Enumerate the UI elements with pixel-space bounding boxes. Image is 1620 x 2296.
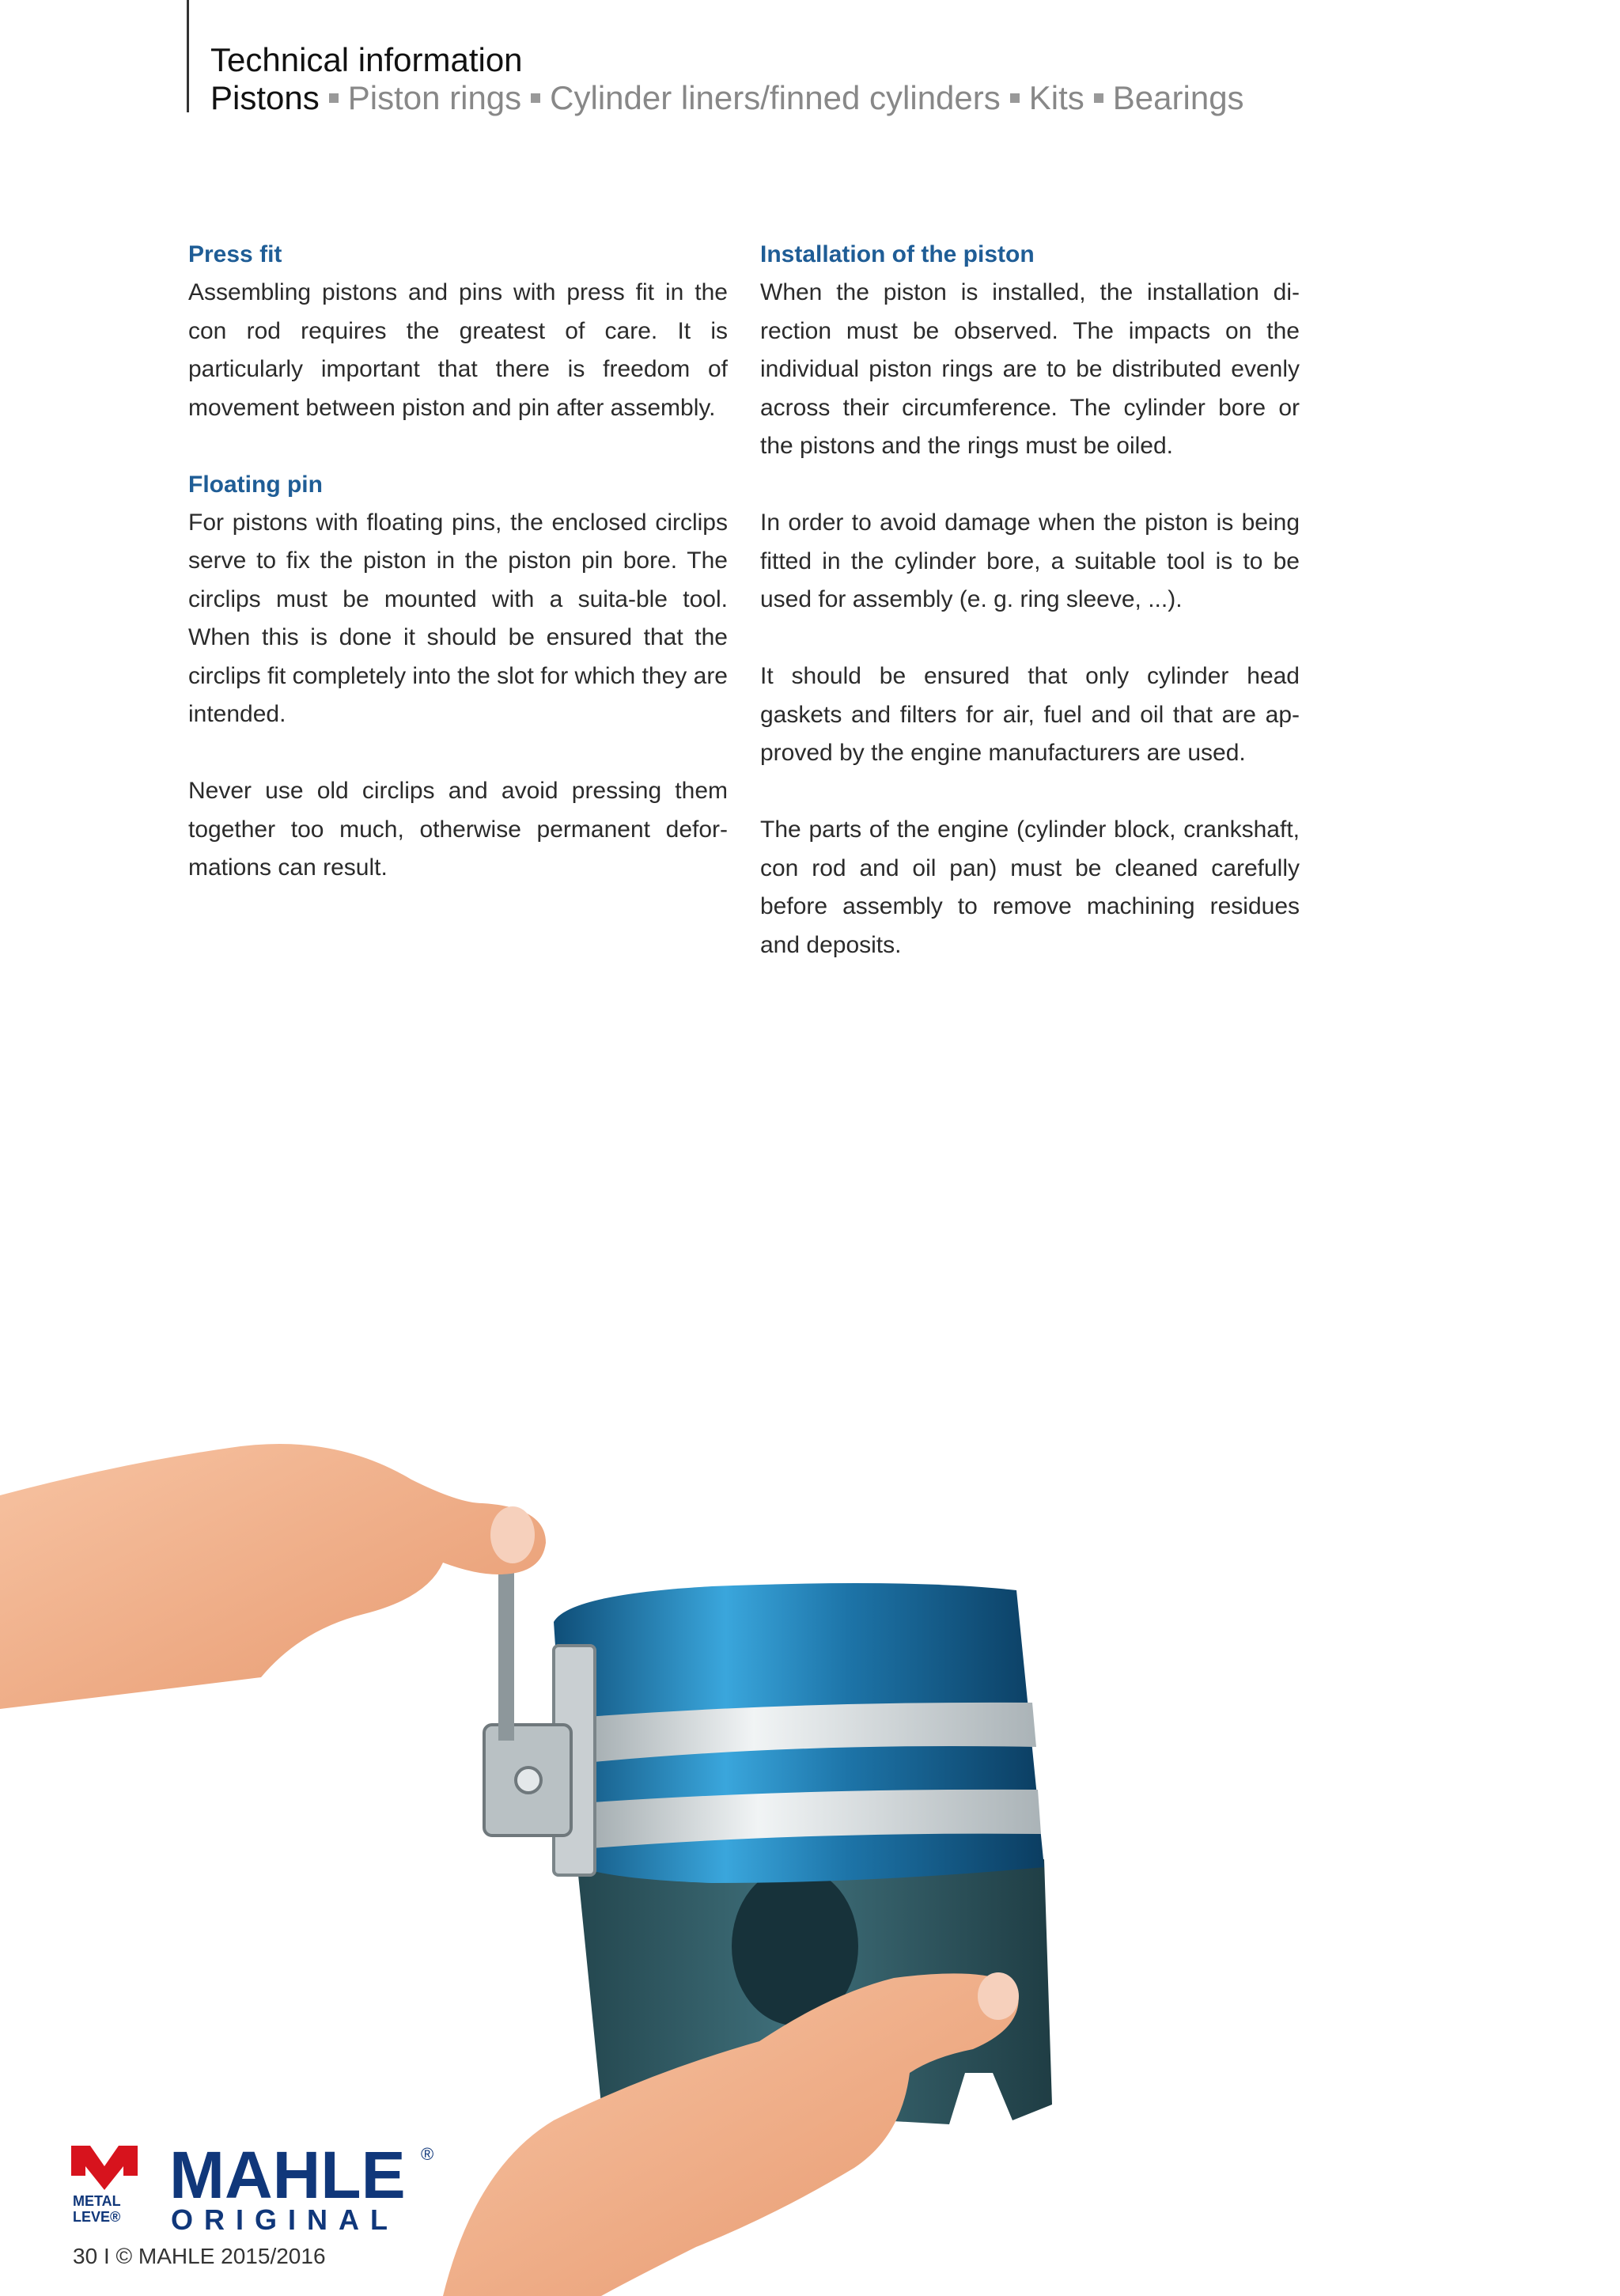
logo-metal-text: METAL — [73, 2193, 121, 2209]
breadcrumb-item-kits[interactable]: Kits — [1028, 79, 1084, 116]
paragraph-press-fit: Assembling pistons and pins with press fit in the con rod requires the greatest of care. It is particularly important that there is freedom of movement between piston and pin after assembly. — [188, 279, 728, 421]
breadcrumb-separator-icon — [329, 93, 339, 103]
paragraph-installation-1: When the piston is installed, the installation di-rection must be observed. The impacts on the individual piston rings are to be distributed evenly across their circumference. The cylinder bore or the pistons and the rings must be oiled. — [760, 279, 1300, 459]
upper-hand — [0, 1444, 546, 1709]
breadcrumb-item-bearings[interactable]: Bearings — [1112, 79, 1244, 116]
breadcrumb-item-pistons[interactable]: Pistons — [210, 79, 320, 116]
paragraph-floating-pin-2: Never use old circlips and avoid pressing them together too much, otherwise permanent defor-mations can result. — [188, 778, 728, 881]
breadcrumb-item-cylinder-liners[interactable]: Cylinder liners/finned cylinders — [550, 79, 1001, 116]
logo-registered-mark: ® — [421, 2144, 434, 2164]
logo-leve-text: LEVE® — [73, 2209, 121, 2225]
footer-separator: I — [103, 2244, 110, 2268]
mahle-logo-icon — [71, 2144, 443, 2235]
section-heading-floating-pin: Floating pin — [188, 471, 323, 498]
thumbnail — [490, 1506, 535, 1563]
metal-leve-m-icon — [71, 2146, 138, 2190]
breadcrumb-separator-icon — [1094, 93, 1103, 103]
left-column — [188, 236, 728, 888]
paragraph-floating-pin-1: For pistons with floating pins, the enclosed circlips serve to fix the piston in the piston pin bore. The circlips must be mounted with a suita-ble tool. When this is done it should be ensured that the circlips fit completely into the slot for which they are intended. — [188, 509, 728, 727]
section-heading-installation: Installation of the piston — [760, 241, 1035, 267]
header-rule — [187, 0, 189, 112]
page-number: 30 — [73, 2244, 98, 2268]
logo-brand-text: MAHLE — [169, 2144, 406, 2212]
paragraph-installation-3: It should be ensured that only cylinder head gaskets and filters for air, fuel and oil that are ap-proved by the engine manufacturers are used. — [760, 663, 1300, 766]
paragraph-installation-2: In order to avoid damage when the piston is being fitted in the cylinder bore, a suitable tool is to be used for assembly (e. g. ring sleeve, ...). — [760, 510, 1300, 612]
right-column — [760, 236, 1300, 964]
breadcrumb — [210, 79, 1244, 117]
breadcrumb-separator-icon — [531, 93, 540, 103]
copyright-text: © MAHLE 2015/2016 — [115, 2244, 326, 2268]
breadcrumb-separator-icon — [1010, 93, 1020, 103]
breadcrumb-item-piston-rings[interactable]: Piston rings — [347, 79, 522, 116]
paragraph-installation-4: The parts of the engine (cylinder block, crankshaft, con rod and oil pan) must be cleaned carefully before assembly to remove machining residues and deposits. — [760, 816, 1300, 958]
ratchet-screw — [516, 1767, 541, 1793]
lower-thumbnail — [978, 1972, 1019, 2020]
page-footer — [73, 2244, 326, 2269]
page-title: Technical information — [210, 41, 523, 78]
mahle-original-logo — [71, 2144, 443, 2239]
section-heading-press-fit: Press fit — [188, 241, 282, 267]
logo-original-text: ORIGINAL — [171, 2203, 399, 2235]
